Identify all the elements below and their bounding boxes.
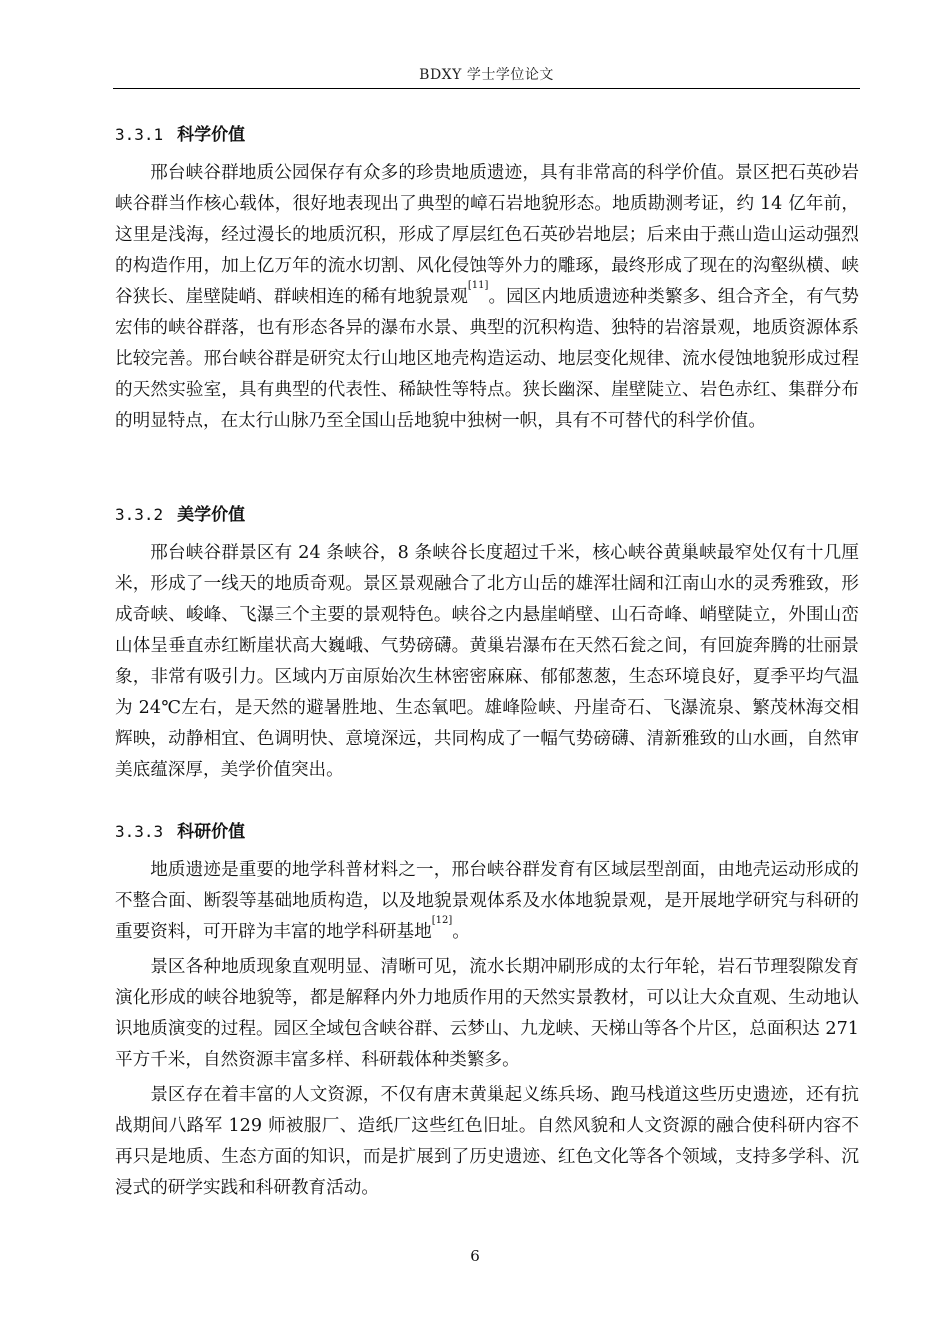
paragraph: [115, 952, 859, 1076]
paragraph: [115, 158, 859, 437]
citation-ref: [12]: [431, 915, 453, 926]
paragraph-text: 景区各种地质现象直观明显、清晰可见，流水长期冲刷形成的太行年轮，岩石节理裂隙发育演化形成的峡谷地貌等，都是解释内外力地质作用的天然实景教材，可以让大众直观、生动地认识地质演变的过程。园区全域包含峡谷群、云梦山、九龙峡、天梯山等各个片区，总面积达 271 平方千米，自然资源丰富多样、科研载体种类繁多。: [115, 957, 859, 1070]
paragraph-text: 。: [452, 922, 470, 942]
section-title: 美学价值: [177, 505, 246, 525]
paragraph-text: 景区存在着丰富的人文资源，不仅有唐末黄巢起义练兵场、跑马栈道这些历史遗迹，还有抗战期间八路军 129 师被服厂、造纸厂这些红色旧址。自然风貌和人文资源的融合使科研内容不再只是地质、生态方面的知识，而是扩展到了历史遗迹、红色文化等各个领域，支持多学科、沉浸式的研学实践和科研教育活动。: [115, 1085, 859, 1198]
section-number: 3.3.3: [115, 822, 164, 841]
section-heading-3-3-3: [115, 817, 245, 842]
citation-ref: [11]: [467, 280, 489, 291]
section-title: 科研价值: [177, 822, 246, 842]
paragraph: [115, 855, 859, 948]
running-header: BDXY 学士学位论文: [419, 67, 554, 83]
paragraph-text: 地质遗迹是重要的地学科普材料之一，邢台峡谷群发育有区域层型剖面，由地壳运动形成的不整合面、断裂等基础地质构造，以及地貌景观体系及水体地貌景观，是开展地学研究与科研的重要资料，可开辟为丰富的地学科研基地: [115, 860, 859, 942]
section-heading-3-3-2: [115, 500, 245, 525]
paragraph-text: 邢台峡谷群地质公园保存有众多的珍贵地质遗迹，具有非常高的科学价值。景区把石英砂岩峡谷群当作核心载体，很好地表现出了典型的嶂石岩地貌形态。地质勘测考证，约 14 亿年前，这里是浅海，经过漫长的地质沉积，形成了厚层红色石英砂岩地层；后来由于燕山造山运动强烈的构造作用，加上亿万年的流水切割、风化侵蚀等外力的雕琢，最终形成了现在的沟壑纵横、峡谷狭长、崖壁陡峭、群峡相连的稀有地貌景观: [115, 163, 859, 307]
section-title: 科学价值: [177, 125, 246, 145]
paragraph: [115, 538, 859, 786]
section-number: 3.3.2: [115, 505, 164, 524]
paragraph-text: 。园区内地质遗迹种类繁多、组合齐全，有气势宏伟的峡谷群落，也有形态各异的瀑布水景、典型的沉积构造、独特的岩溶景观，地质资源体系比较完善。邢台峡谷群是研究太行山地区地壳构造运动、地层变化规律、流水侵蚀地貌形成过程的天然实验室，具有典型的代表性、稀缺性等特点。狭长幽深、崖壁陡立、岩色赤红、集群分布的明显特点，在太行山脉乃至全国山岳地貌中独树一帜，具有不可替代的科学价值。: [115, 287, 859, 431]
paragraph-text: 邢台峡谷群景区有 24 条峡谷，8 条峡谷长度超过千米，核心峡谷黄巢峡最窄处仅有十几厘米，形成了一线天的地质奇观。景区景观融合了北方山岳的雄浑壮阔和江南山水的灵秀雅致，形成奇峡、峻峰、飞瀑三个主要的景观特色。峡谷之内悬崖峭壁、山石奇峰、峭壁陡立，外围山峦山体呈垂直赤红断崖状高大巍峨、气势磅礴。黄巢岩瀑布在天然石瓮之间，有回旋奔腾的壮丽景象，非常有吸引力。区域内万亩原始次生林密密麻麻、郁郁葱葱，生态环境良好，夏季平均气温为 24℃左右，是天然的避暑胜地、生态氧吧。雄峰险峡、丹崖奇石、飞瀑流泉、繁茂林海交相辉映，动静相宜、色调明快、意境深远，共同构成了一幅气势磅礴、清新雅致的山水画，自然审美底蕴深厚，美学价值突出。: [115, 543, 859, 780]
section-number: 3.3.1: [115, 125, 164, 144]
page-number: 6: [470, 1247, 480, 1265]
section-heading-3-3-1: [115, 120, 245, 145]
header-rule: [113, 88, 860, 89]
paragraph: [115, 1080, 859, 1204]
